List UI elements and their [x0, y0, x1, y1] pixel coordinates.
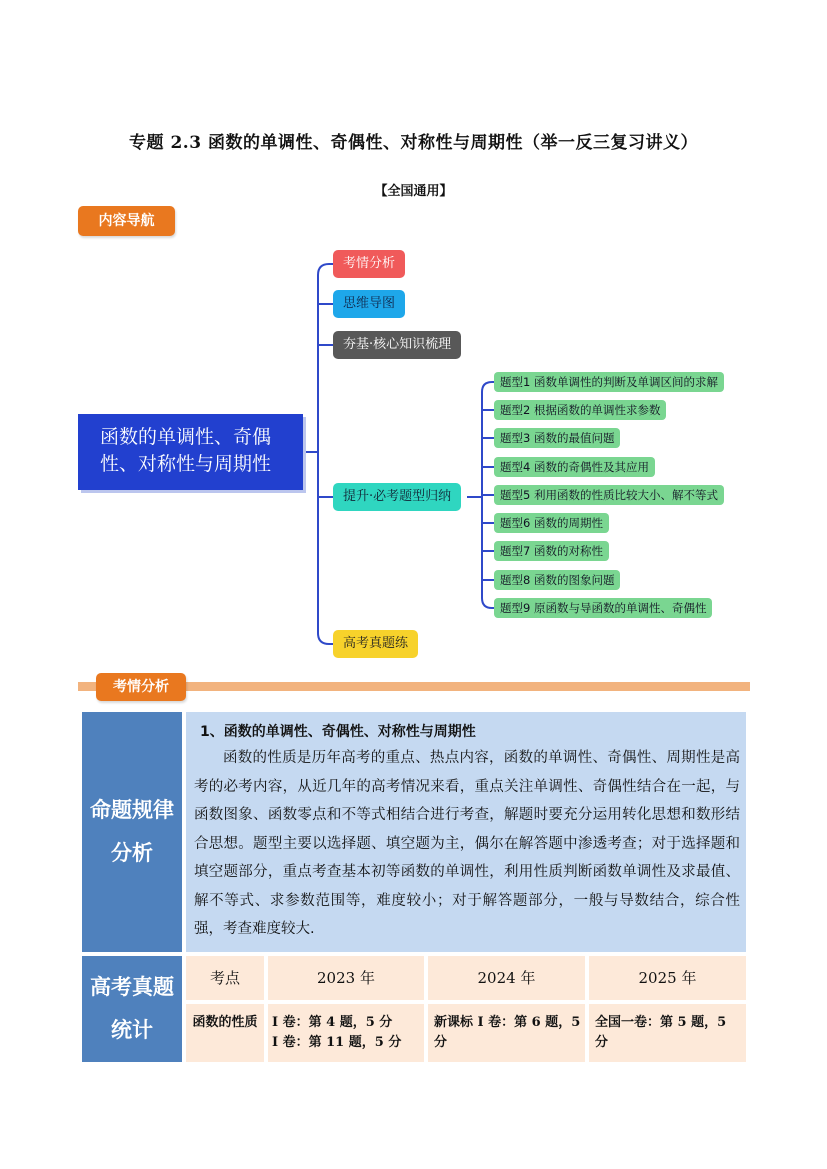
question-type-1: 题型1 函数单调性的判断及单调区间的求解: [494, 372, 724, 392]
question-type-7: 题型7 函数的对称性: [494, 541, 609, 561]
exam-stats-label: [82, 956, 182, 1062]
question-type-2: 题型2 根据函数的单调性求参数: [494, 400, 666, 420]
exam-stats-label-line2: 统计: [111, 1018, 153, 1042]
question-type-6: 题型6 函数的周期性: [494, 513, 609, 533]
exam-analysis-section-badge: 考情分析: [96, 673, 186, 701]
table-cell-2023-line1: I 卷：第 4 题，5 分: [272, 1015, 393, 1030]
question-type-5: 题型5 利用函数的性质比较大小、解不等式: [494, 485, 724, 505]
table-header-2024: 2024 年: [428, 956, 585, 1000]
table-cell-2025: 全国一卷：第 5 题，5 分: [589, 1004, 746, 1062]
pattern-analysis-label-line1: 命题规律: [90, 798, 174, 822]
pattern-analysis-label: [82, 712, 182, 952]
table-header-topic: 考点: [186, 956, 264, 1000]
content-nav-badge: 内容导航: [78, 206, 175, 236]
exam-stats-label-line1: 高考真题: [90, 975, 174, 999]
table-cell-topic: 函数的性质: [186, 1004, 264, 1062]
question-type-9: 题型9 原函数与导函数的单调性、奇偶性: [494, 598, 712, 618]
document-title: 专题 2.3 函数的单调性、奇偶性、对称性与周期性（举一反三复习讲义）: [129, 133, 698, 153]
branch-question-types: 提升·必考题型归纳: [333, 483, 461, 511]
pattern-analysis-label-line2: 分析: [111, 841, 153, 865]
question-type-3: 题型3 函数的最值问题: [494, 428, 620, 448]
table-header-2025: 2025 年: [589, 956, 746, 1000]
branch-mind-map: 思维导图: [333, 290, 405, 318]
branch-core-knowledge: 夯基·核心知识梳理: [333, 331, 461, 359]
table-cell-2023-line2: I 卷：第 11 题，5 分: [272, 1035, 402, 1050]
table-cell-2024: 新课标 I 卷：第 6 题，5 分: [428, 1004, 585, 1062]
branch-exam-analysis: 考情分析: [333, 250, 405, 278]
table-header-2023: 2023 年: [268, 956, 424, 1000]
question-type-8: 题型8 函数的图象问题: [494, 570, 620, 590]
analysis-body: 函数的性质是历年高考的重点、热点内容，函数的单调性、奇偶性、周期性是高考的必考内容，从近几年的高考情况来看，重点关注单调性、奇偶性结合在一起，与函数图象、函数零点和不等式相结合进行考查，解题时要充分运用转化思想和数形结合思想。题型主要以选择题、填空题为主，偶尔在解答题中渗透考查；对于选择题和填空题部分，重点考查基本初等函数的单调性，利用性质判断函数单调性及求最值、解不等式、求参数范围等，难度较小；对于解答题部分，一般与导数结合，综合性强，考查难度较大.: [194, 750, 740, 937]
table-cell-2023: [268, 1004, 424, 1062]
mindmap-central-node: 函数的单调性、奇偶性、对称性与周期性: [78, 414, 303, 490]
branch-real-exam-practice: 高考真题练: [333, 630, 418, 658]
question-type-4: 题型4 函数的奇偶性及其应用: [494, 457, 655, 477]
document-subtitle: 【全国通用】: [374, 184, 453, 199]
analysis-heading: 1、函数的单调性、奇偶性、对称性与周期性: [200, 724, 476, 740]
